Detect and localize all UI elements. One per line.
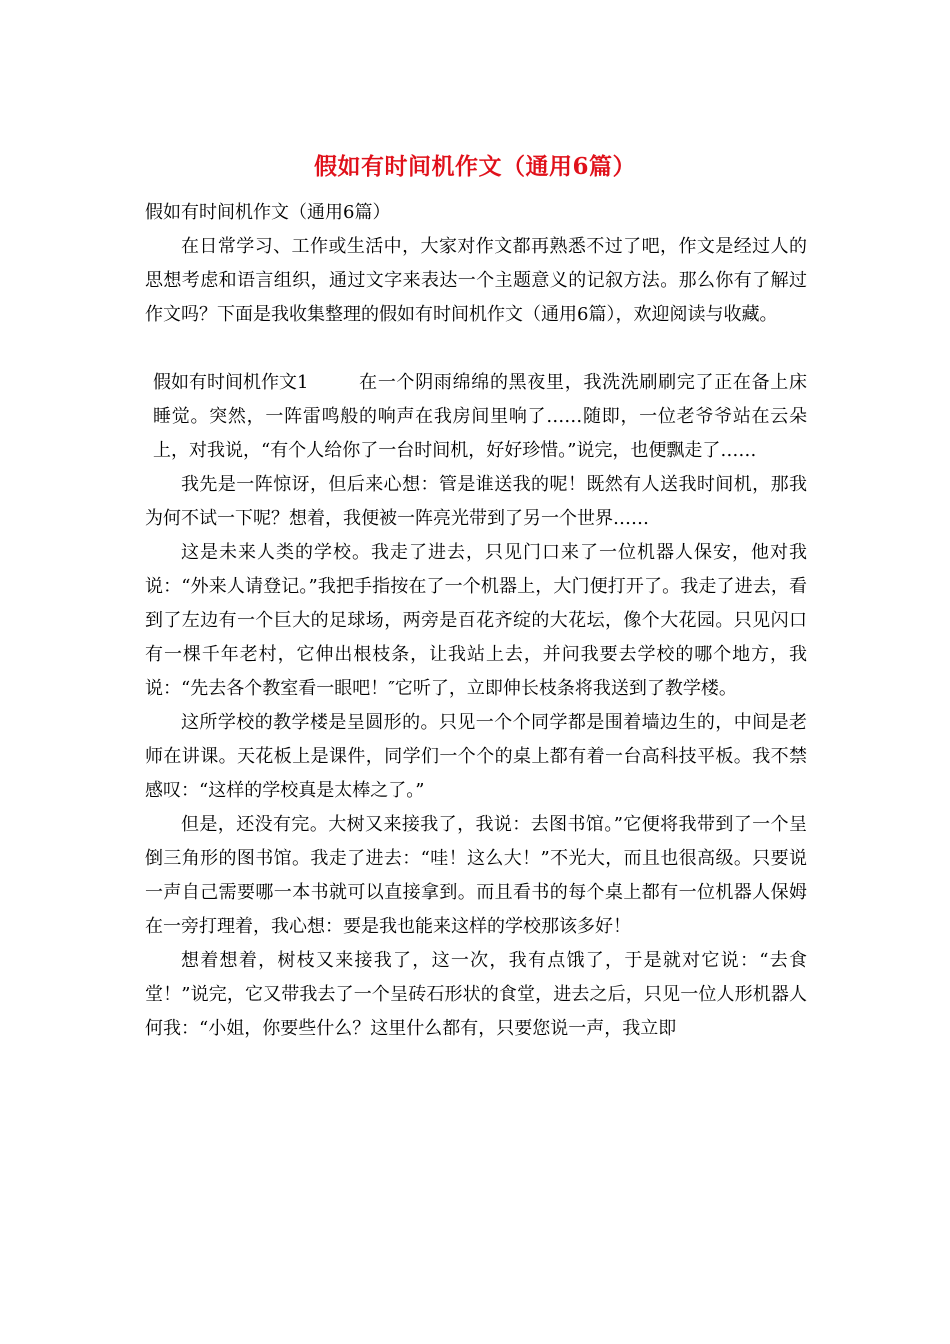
- body-paragraph: 这所学校的教学楼是呈圆形的。只见一个个同学都是围着墙边生的，中间是老师在讲课。天花板上是课件，同学们一个个的桌上都有着一台高科技平板。我不禁感叹：“这样的学校真是太棒之了。”: [145, 712, 807, 801]
- document-body: [145, 196, 807, 1046]
- blank-line: [145, 332, 807, 366]
- essay-1-heading: 假如有时间机作文1: [153, 372, 309, 393]
- essay-1-first-paragraph: 在一个阴雨绵绵的黑夜里，我洗洗刷刷完了正在备上床睡觉。突然，一阵雷鸣般的响声在我房间里响了……随即，一位老爷爷站在云朵上，对我说，“有个人给你了一台时间机，好好珍惜。”说完，也便飘走了……: [153, 372, 807, 461]
- intro-paragraph: 在日常学习、工作或生活中，大家对作文都再熟悉不过了吧，作文是经过人的思想考虑和语言组织，通过文字来表达一个主题意义的记叙方法。那么你有了解过作文吗？下面是我收集整理的假如有时间机作文（通用6篇），欢迎阅读与收藏。: [145, 236, 807, 325]
- essay-1-opening: [145, 366, 807, 468]
- body-paragraph: 想着想着，树枝又来接我了，这一次，我有点饿了，于是就对它说：“去食堂！”说完，它又带我去了一个呈砖石形状的食堂，进去之后，只见一位人形机器人何我：“小姐，你要些什么？这里什么都有，只要您说一声，我立即: [145, 950, 807, 1039]
- document-title: 假如有时间机作文（通用6篇）: [313, 153, 636, 180]
- body-paragraph: 这是未来人类的学校。我走了进去，只见门口来了一位机器人保安，他对我说：“外来人请登记。”我把手指按在了一个机器上，大门便打开了。我走了进去，看到了左边有一个巨大的足球场，两旁是百花齐绽的大花坛，像个大花园。只见闪口有一棵千年老村，它伸出根枝条，让我站上去，并问我要去学校的哪个地方，我说：“先去各个教室看一眼吧！″它听了，立即伸长枝条将我送到了教学楼。: [145, 542, 807, 699]
- body-paragraph: 我先是一阵惊讶，但后来心想：管是谁送我的呢！既然有人送我时间机，那我为何不试一下呢？想着，我便被一阵亮光带到了另一个世界……: [145, 474, 807, 529]
- body-paragraph: 但是，还没有完。大树又来接我了，我说：去图书馆。”它便将我带到了一个呈倒三角形的图书馆。我走了进去：“哇！这么大！”不光大，而且也很高级。只要说一声自己需要哪一本书就可以直接拿到。而且看书的每个桌上都有一位机器人保姆在一旁打理着，我心想：要是我也能来这样的学校那该多好！: [145, 814, 807, 937]
- document-subtitle: 假如有时间机作文（通用6篇）: [145, 202, 391, 223]
